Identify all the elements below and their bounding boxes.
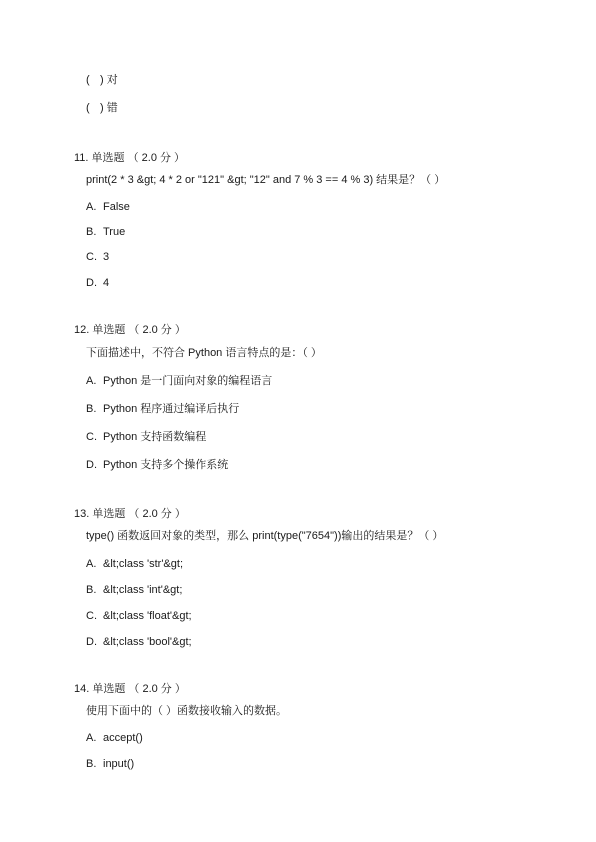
question-11-text: print(2 * 3 &gt; 4 * 2 or "121" &gt; "12" and 7 % 3 == 4 % 3) 结果是？（ ） [86,174,446,186]
question-12-option-a[interactable]: A. Python 是一门面向对象的编程语言 [86,375,273,387]
question-13-option-b[interactable]: B. &lt;class 'int'&gt; [86,584,183,596]
question-13-option-a[interactable]: A. &lt;class 'str'&gt; [86,558,183,570]
question-12-option-c[interactable]: C. Python 支持函数编程 [86,431,207,443]
question-13-option-d[interactable]: D. &lt;class 'bool'&gt; [86,636,192,648]
question-12-text: 下面描述中，不符合 Python 语言特点的是：（ ） [86,347,322,359]
question-14-option-b[interactable]: B. input() [86,758,135,770]
question-13-text: type() 函数返回对象的类型，那么 print(type("7654"))输出的结果是？（ ） [86,530,444,542]
question-14-option-a[interactable]: A. accept() [86,732,143,744]
question-11-option-a[interactable]: A. False [86,201,130,213]
question-11-option-c[interactable]: C. 3 [86,251,110,263]
question-12-option-d[interactable]: D. Python 支持多个操作系统 [86,459,229,471]
question-13-option-c[interactable]: C. &lt;class 'float'&gt; [86,610,192,622]
question-14-text: 使用下面中的（ ）函数接收输入的数据。 [86,705,288,717]
question-12-option-b[interactable]: B. Python 程序通过编译后执行 [86,403,240,415]
question-14-header: 14. 单选题 （ 2.0 分 ） [74,683,186,695]
question-12-header: 12. 单选题 （ 2.0 分 ） [74,324,186,336]
question-11-option-b[interactable]: B. True [86,226,126,238]
prev-option-false[interactable]: ( ) 错 [86,102,118,114]
question-11-option-d[interactable]: D. 4 [86,277,110,289]
prev-option-true[interactable]: ( ) 对 [86,74,118,86]
question-13-header: 13. 单选题 （ 2.0 分 ） [74,508,186,520]
question-11-header: 11. 单选题 （ 2.0 分 ） [74,152,186,164]
